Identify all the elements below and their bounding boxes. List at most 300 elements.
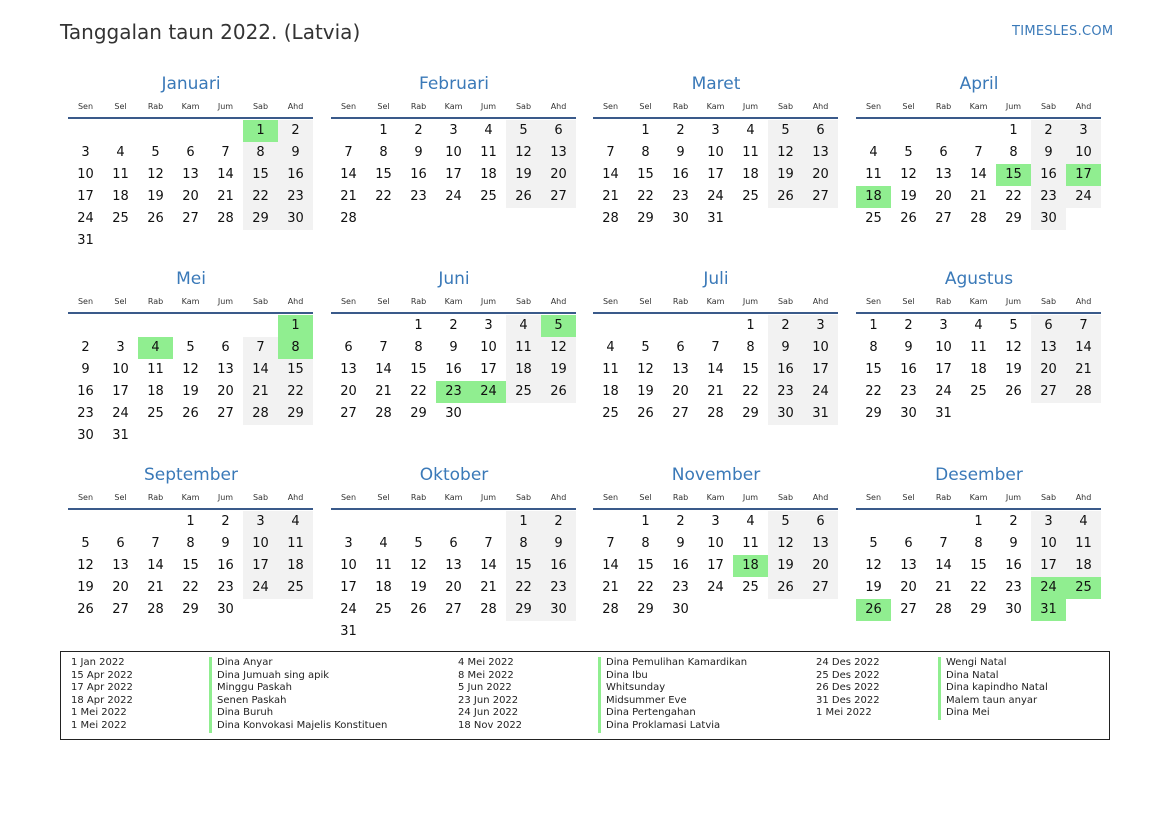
day-cell: 23 <box>672 580 689 595</box>
holiday-legend <box>60 651 1110 740</box>
day-cell: 28 <box>480 602 497 617</box>
day-cell: 11 <box>742 145 759 160</box>
day-cell: 1 <box>379 123 388 138</box>
day-cell: 29 <box>410 406 427 421</box>
day-cell: 16 <box>445 362 462 377</box>
day-cell: 23 <box>541 577 576 599</box>
month-divider <box>856 508 1101 510</box>
day-cell: 21 <box>243 381 278 403</box>
day-cell: 22 <box>410 384 427 399</box>
month-name: Februari <box>419 74 489 94</box>
legend-date: 25 Des 2022 <box>816 669 880 681</box>
day-cell: 21 <box>340 189 357 204</box>
day-cell: 1 <box>641 514 650 529</box>
empty-cell <box>628 315 663 337</box>
day-cell: 20 <box>803 164 838 186</box>
day-cell: 18 <box>480 167 497 182</box>
empty-cell <box>593 120 628 142</box>
day-cell: 31 <box>112 428 129 443</box>
weekday-label: Sab <box>252 493 269 502</box>
weekday-label: Sab <box>252 297 269 306</box>
day-cell: 24 <box>707 580 724 595</box>
day-cell: 20 <box>935 189 952 204</box>
day-cell: 26 <box>541 381 576 403</box>
weekday-label: Jum <box>480 493 497 502</box>
weekday-header <box>331 99 577 115</box>
day-cell: 2 <box>676 123 685 138</box>
day-cell: 13 <box>445 558 462 573</box>
day-cell: 21 <box>147 580 164 595</box>
day-cell: 3 <box>243 511 278 533</box>
empty-cell <box>68 315 103 337</box>
day-cell: 25 <box>278 577 313 599</box>
day-cell: 30 <box>77 428 94 443</box>
weekday-label: Sen <box>602 297 619 306</box>
day-cell: 3 <box>116 340 125 355</box>
day-cell: 14 <box>707 362 724 377</box>
day-cell: 30 <box>278 208 313 230</box>
day-cell: 27 <box>445 602 462 617</box>
day-cell: 14 <box>243 359 278 381</box>
legend-holiday-name: Dina Konvokasi Majelis Konstituen <box>209 720 387 733</box>
day-cell: 9 <box>278 142 313 164</box>
day-cell: 4 <box>506 315 541 337</box>
day-cell: 15 <box>243 164 278 186</box>
day-cell: 6 <box>116 536 125 551</box>
weekday-label: Kam <box>181 102 200 111</box>
day-cell: 29 <box>637 602 654 617</box>
day-cell: 16 <box>541 555 576 577</box>
legend-date: 24 Jun 2022 <box>458 707 519 719</box>
day-cell: 6 <box>803 511 838 533</box>
empty-cell <box>663 315 698 337</box>
weekday-label: Rab <box>672 102 689 111</box>
day-cell: 17 <box>77 189 94 204</box>
weekday-label: Jum <box>480 297 497 306</box>
weekday-label: Sel <box>377 297 390 306</box>
day-cell: 12 <box>182 362 199 377</box>
day-cell: 29 <box>1005 211 1022 226</box>
day-cell: 19 <box>865 580 882 595</box>
day-cell: 29 <box>278 403 313 425</box>
day-cell: 2 <box>768 315 803 337</box>
day-cell: 6 <box>449 536 458 551</box>
day-cell: 16 <box>672 558 689 573</box>
day-cell: 11 <box>602 362 619 377</box>
day-cell: 29 <box>865 406 882 421</box>
weekday-header <box>68 294 314 310</box>
legend-holiday-name: Dina Natal <box>938 670 1048 683</box>
day-cell: 17 <box>803 359 838 381</box>
legend-date: 1 Mei 2022 <box>71 719 127 731</box>
month-divider <box>593 117 838 119</box>
day-cell: 19 <box>77 580 94 595</box>
day-cell: 24 <box>935 384 952 399</box>
weekday-label: Jum <box>217 102 234 111</box>
legend-date: 26 Des 2022 <box>816 682 880 694</box>
legend-holiday-name: Dina Mei <box>938 707 1048 720</box>
day-cell: 12 <box>768 533 803 555</box>
day-cell: 4 <box>746 123 755 138</box>
day-cell: 13 <box>803 142 838 164</box>
weekday-label: Rab <box>147 102 164 111</box>
weekday-header <box>593 99 839 115</box>
day-cell: 26 <box>768 186 803 208</box>
day-cell: 9 <box>768 337 803 359</box>
legend-dates-column <box>458 657 522 733</box>
day-cell: 14 <box>217 167 234 182</box>
day-cell: 6 <box>939 145 948 160</box>
holiday-day: 18 <box>856 186 891 208</box>
day-cell: 26 <box>768 577 803 599</box>
legend-holiday-name: Dina Pertengahan <box>598 707 747 720</box>
weekday-label: Sab <box>1040 297 1057 306</box>
day-cell: 22 <box>375 189 392 204</box>
day-cell: 24 <box>340 602 357 617</box>
day-cell: 16 <box>410 167 427 182</box>
day-cell: 13 <box>217 362 234 377</box>
day-cell: 23 <box>410 189 427 204</box>
day-cell: 27 <box>672 406 689 421</box>
weekday-label: Kam <box>706 493 725 502</box>
day-cell: 6 <box>541 120 576 142</box>
weekday-label: Ahd <box>550 297 567 306</box>
day-cell: 3 <box>711 123 720 138</box>
weekday-label: Sen <box>77 102 94 111</box>
day-cell: 25 <box>112 211 129 226</box>
day-cell: 26 <box>147 211 164 226</box>
day-cell: 8 <box>641 145 650 160</box>
day-cell: 18 <box>1066 555 1101 577</box>
weekday-label: Kam <box>181 493 200 502</box>
empty-cell <box>961 120 996 142</box>
day-cell: 11 <box>278 533 313 555</box>
month-juni <box>331 268 577 425</box>
day-cell: 24 <box>112 406 129 421</box>
day-cell: 19 <box>541 359 576 381</box>
weekday-label: Sen <box>865 493 882 502</box>
weekday-label: Sen <box>865 102 882 111</box>
weekday-label: Sen <box>77 493 94 502</box>
day-cell: 28 <box>602 211 619 226</box>
weekday-label: Sab <box>252 102 269 111</box>
day-grid <box>68 511 314 621</box>
holiday-day: 4 <box>138 337 173 359</box>
day-cell: 24 <box>445 189 462 204</box>
day-cell: 23 <box>278 186 313 208</box>
weekday-label: Ahd <box>1075 493 1092 502</box>
empty-cell <box>926 511 961 533</box>
weekday-label: Sab <box>777 102 794 111</box>
day-cell: 10 <box>707 536 724 551</box>
day-cell: 30 <box>541 599 576 621</box>
day-cell: 15 <box>278 359 313 381</box>
day-cell: 5 <box>151 145 160 160</box>
day-cell: 13 <box>900 558 917 573</box>
legend-date: 17 Apr 2022 <box>71 682 133 694</box>
day-cell: 19 <box>1005 362 1022 377</box>
weekday-label: Jum <box>1005 297 1022 306</box>
day-cell: 28 <box>935 602 952 617</box>
day-cell: 19 <box>900 189 917 204</box>
day-cell: 3 <box>1066 120 1101 142</box>
day-cell: 26 <box>506 186 541 208</box>
day-cell: 24 <box>707 189 724 204</box>
day-cell: 22 <box>637 189 654 204</box>
day-cell: 9 <box>1031 142 1066 164</box>
weekday-header <box>593 490 839 506</box>
day-cell: 27 <box>112 602 129 617</box>
day-cell: 17 <box>445 167 462 182</box>
legend-names-column <box>938 657 1048 720</box>
day-cell: 22 <box>637 580 654 595</box>
day-cell: 30 <box>768 403 803 425</box>
day-cell: 17 <box>340 580 357 595</box>
day-cell: 8 <box>869 340 878 355</box>
day-cell: 12 <box>900 167 917 182</box>
day-cell: 16 <box>768 359 803 381</box>
day-cell: 22 <box>506 577 541 599</box>
weekday-header <box>331 490 577 506</box>
day-cell: 31 <box>803 403 838 425</box>
month-name: Maret <box>691 74 741 94</box>
day-cell: 3 <box>81 145 90 160</box>
empty-cell <box>856 120 891 142</box>
day-cell: 2 <box>414 123 423 138</box>
day-cell: 2 <box>81 340 90 355</box>
weekday-label: Ahd <box>1075 102 1092 111</box>
day-cell: 10 <box>803 337 838 359</box>
brand-link[interactable]: TIMESLES.COM <box>1012 24 1114 39</box>
day-cell: 5 <box>768 120 803 142</box>
day-cell: 30 <box>217 602 234 617</box>
holiday-day: 8 <box>278 337 313 359</box>
weekday-label: Rab <box>410 493 427 502</box>
day-cell: 1 <box>746 318 755 333</box>
day-cell: 14 <box>970 167 987 182</box>
legend-date: 8 Mei 2022 <box>458 669 514 681</box>
weekday-label: Sen <box>340 493 357 502</box>
weekday-label: Sab <box>515 297 532 306</box>
day-cell: 12 <box>1005 340 1022 355</box>
day-cell: 20 <box>803 555 838 577</box>
day-cell: 8 <box>1009 145 1018 160</box>
day-cell: 28 <box>217 211 234 226</box>
day-cell: 30 <box>900 406 917 421</box>
day-cell: 25 <box>506 381 541 403</box>
holiday-day: 5 <box>541 315 576 337</box>
weekday-label: Sen <box>865 297 882 306</box>
day-cell: 26 <box>182 406 199 421</box>
weekday-label: Sen <box>340 102 357 111</box>
day-cell: 24 <box>803 381 838 403</box>
holiday-day: 24 <box>1031 577 1066 599</box>
month-name: Mei <box>176 269 206 289</box>
day-cell: 22 <box>243 186 278 208</box>
weekday-label: Sab <box>1040 493 1057 502</box>
weekday-label: Sab <box>777 297 794 306</box>
legend-holiday-name: Minggu Paskah <box>209 682 387 695</box>
day-cell: 1 <box>414 318 423 333</box>
day-cell: 11 <box>147 362 164 377</box>
day-cell: 22 <box>182 580 199 595</box>
weekday-label: Rab <box>672 297 689 306</box>
weekday-label: Sel <box>114 493 127 502</box>
weekday-label: Sab <box>515 102 532 111</box>
day-cell: 10 <box>1066 142 1101 164</box>
empty-cell <box>331 511 366 533</box>
day-cell: 4 <box>379 536 388 551</box>
day-grid <box>68 120 314 252</box>
day-cell: 30 <box>672 211 689 226</box>
month-februari <box>331 73 577 230</box>
legend-holiday-name: Dina Jumuah sing apik <box>209 670 387 683</box>
day-cell: 8 <box>243 142 278 164</box>
day-cell: 7 <box>243 337 278 359</box>
month-divider <box>68 312 313 314</box>
day-cell: 1 <box>506 511 541 533</box>
day-cell: 2 <box>221 514 230 529</box>
day-cell: 15 <box>375 167 392 182</box>
day-cell: 22 <box>742 384 759 399</box>
day-cell: 11 <box>970 340 987 355</box>
weekday-label: Sen <box>340 297 357 306</box>
day-cell: 28 <box>970 211 987 226</box>
day-cell: 27 <box>803 186 838 208</box>
day-cell: 5 <box>768 511 803 533</box>
empty-cell <box>401 511 436 533</box>
weekday-label: Rab <box>410 102 427 111</box>
empty-cell <box>331 315 366 337</box>
holiday-day: 18 <box>733 555 768 577</box>
day-cell: 3 <box>939 318 948 333</box>
day-cell: 1 <box>186 514 195 529</box>
day-cell: 22 <box>865 384 882 399</box>
day-cell: 30 <box>1031 208 1066 230</box>
day-cell: 29 <box>182 602 199 617</box>
day-cell: 19 <box>768 164 803 186</box>
day-cell: 15 <box>182 558 199 573</box>
day-cell: 15 <box>637 558 654 573</box>
empty-cell <box>208 315 243 337</box>
day-cell: 27 <box>803 577 838 599</box>
weekday-label: Kam <box>181 297 200 306</box>
day-cell: 21 <box>480 580 497 595</box>
weekday-label: Ahd <box>812 297 829 306</box>
day-cell: 9 <box>904 340 913 355</box>
day-cell: 25 <box>970 384 987 399</box>
day-cell: 2 <box>278 120 313 142</box>
month-september <box>68 464 314 621</box>
legend-date: 5 Jun 2022 <box>458 682 512 694</box>
day-cell: 7 <box>1066 315 1101 337</box>
day-cell: 6 <box>676 340 685 355</box>
weekday-label: Jum <box>742 493 759 502</box>
day-cell: 22 <box>970 580 987 595</box>
weekday-header <box>856 490 1102 506</box>
day-cell: 25 <box>742 189 759 204</box>
day-cell: 13 <box>672 362 689 377</box>
weekday-label: Rab <box>147 297 164 306</box>
day-cell: 21 <box>970 189 987 204</box>
month-name: Januari <box>161 74 221 94</box>
day-cell: 5 <box>1009 318 1018 333</box>
empty-cell <box>243 315 278 337</box>
day-cell: 21 <box>1066 359 1101 381</box>
day-cell: 18 <box>147 384 164 399</box>
weekday-label: Ahd <box>550 102 567 111</box>
day-cell: 14 <box>340 167 357 182</box>
day-cell: 7 <box>939 536 948 551</box>
weekday-label: Kam <box>444 102 463 111</box>
day-cell: 9 <box>676 145 685 160</box>
day-cell: 14 <box>375 362 392 377</box>
day-cell: 8 <box>506 533 541 555</box>
day-cell: 10 <box>707 145 724 160</box>
day-cell: 6 <box>344 340 353 355</box>
month-name: April <box>959 74 999 94</box>
day-cell: 31 <box>707 211 724 226</box>
weekday-label: Sab <box>1040 102 1057 111</box>
day-cell: 9 <box>1009 536 1018 551</box>
day-cell: 17 <box>480 362 497 377</box>
day-cell: 17 <box>1031 555 1066 577</box>
legend-holiday-name: Dina kapindho Natal <box>938 682 1048 695</box>
weekday-header <box>331 294 577 310</box>
day-cell: 28 <box>243 403 278 425</box>
holiday-day: 23 <box>436 381 471 403</box>
day-cell: 28 <box>340 211 357 226</box>
day-cell: 4 <box>278 511 313 533</box>
weekday-header <box>856 99 1102 115</box>
month-november <box>593 464 839 621</box>
day-cell: 6 <box>803 120 838 142</box>
day-cell: 8 <box>974 536 983 551</box>
day-cell: 15 <box>506 555 541 577</box>
day-cell: 14 <box>1066 337 1101 359</box>
legend-date: 1 Mei 2022 <box>71 707 127 719</box>
legend-date: 23 Jun 2022 <box>458 694 519 706</box>
weekday-label: Jum <box>742 102 759 111</box>
day-cell: 8 <box>414 340 423 355</box>
day-cell: 15 <box>970 558 987 573</box>
day-cell: 11 <box>742 536 759 551</box>
day-cell: 5 <box>414 536 423 551</box>
day-cell: 5 <box>904 145 913 160</box>
weekday-label: Jum <box>480 102 497 111</box>
holiday-day: 17 <box>1066 164 1101 186</box>
day-cell: 20 <box>340 384 357 399</box>
legend-holiday-name: Dina Ibu <box>598 670 747 683</box>
day-cell: 23 <box>1031 186 1066 208</box>
weekday-label: Ahd <box>812 493 829 502</box>
day-cell: 17 <box>707 558 724 573</box>
day-cell: 28 <box>1066 381 1101 403</box>
month-januari <box>68 73 314 252</box>
day-cell: 25 <box>375 602 392 617</box>
day-cell: 20 <box>672 384 689 399</box>
legend-holiday-name: Whitsunday <box>598 682 747 695</box>
day-cell: 12 <box>410 558 427 573</box>
day-cell: 17 <box>243 555 278 577</box>
weekday-header <box>856 294 1102 310</box>
weekday-label: Ahd <box>550 493 567 502</box>
day-cell: 20 <box>182 189 199 204</box>
day-cell: 12 <box>541 337 576 359</box>
day-cell: 13 <box>112 558 129 573</box>
day-cell: 30 <box>445 406 462 421</box>
weekday-label: Sel <box>114 102 127 111</box>
